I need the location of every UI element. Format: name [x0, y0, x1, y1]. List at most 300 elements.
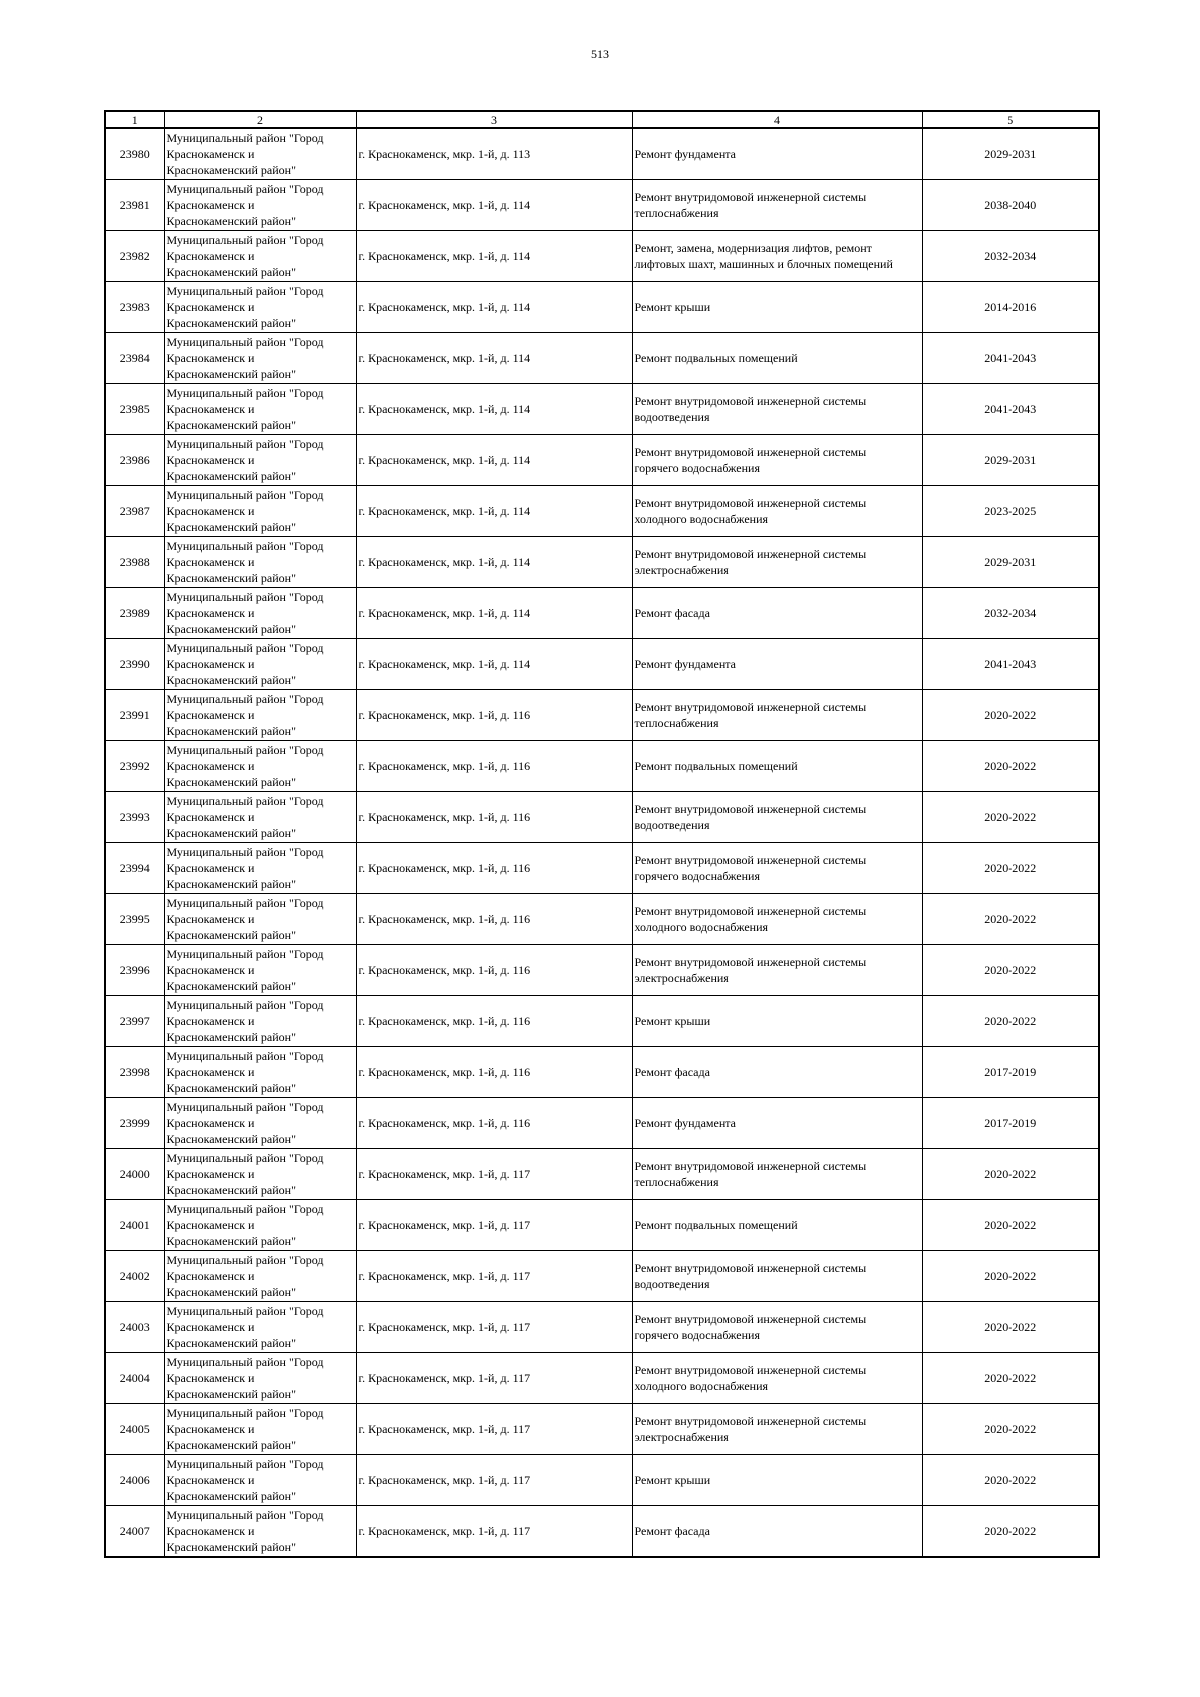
period-cell: 2020-2022 — [922, 996, 1099, 1047]
work-type-cell — [632, 792, 922, 843]
period-cell: 2020-2022 — [922, 1455, 1099, 1506]
period-cell: 2020-2022 — [922, 1200, 1099, 1251]
table-row — [105, 1047, 1099, 1098]
table-row — [105, 945, 1099, 996]
work-type-line: Ремонт внутридомовой инженерной системы — [634, 955, 867, 969]
municipality-line: Краснокаменск и — [166, 1167, 255, 1181]
address-cell: г. Краснокаменск, мкр. 1-й, д. 114 — [356, 282, 632, 333]
table-row — [105, 1251, 1099, 1302]
row-number: 23997 — [105, 996, 164, 1047]
row-number: 23984 — [105, 333, 164, 384]
work-type-line: Ремонт подвальных помещений — [634, 759, 798, 773]
table-row — [105, 588, 1099, 639]
work-type-cell — [632, 741, 922, 792]
municipality-line: Муниципальный район "Город — [166, 896, 324, 910]
municipality-cell — [164, 1251, 356, 1302]
address-cell: г. Краснокаменск, мкр. 1-й, д. 114 — [356, 435, 632, 486]
municipality-line: Муниципальный район "Город — [166, 335, 324, 349]
table-row — [105, 1098, 1099, 1149]
municipality-line: Краснокаменск и — [166, 1014, 255, 1028]
municipality-line: Краснокаменский район" — [166, 214, 296, 228]
period-cell: 2020-2022 — [922, 1353, 1099, 1404]
address-cell: г. Краснокаменск, мкр. 1-й, д. 113 — [356, 128, 632, 180]
work-type-line: Ремонт внутридомовой инженерной системы — [634, 904, 867, 918]
municipality-line: Краснокаменский район" — [166, 673, 296, 687]
work-type-line: теплоснабжения — [634, 1175, 719, 1189]
table-row — [105, 1455, 1099, 1506]
work-type-line: Ремонт подвальных помещений — [634, 351, 798, 365]
municipality-line: Краснокаменск и — [166, 759, 255, 773]
municipality-line: Краснокаменский район" — [166, 1387, 296, 1401]
municipality-line: Краснокаменский район" — [166, 520, 296, 534]
work-type-cell — [632, 996, 922, 1047]
municipality-line: Краснокаменск и — [166, 147, 255, 161]
row-number: 23989 — [105, 588, 164, 639]
work-type-line: теплоснабжения — [634, 206, 719, 220]
address-cell: г. Краснокаменск, мкр. 1-й, д. 114 — [356, 180, 632, 231]
work-type-line: электроснабжения — [634, 1430, 729, 1444]
work-type-line: Ремонт фундамента — [634, 657, 736, 671]
table-row — [105, 1404, 1099, 1455]
table-row — [105, 282, 1099, 333]
municipality-line: Краснокаменский район" — [166, 367, 296, 381]
municipality-line: Краснокаменск и — [166, 861, 255, 875]
municipality-cell — [164, 741, 356, 792]
municipality-cell — [164, 384, 356, 435]
row-number: 23983 — [105, 282, 164, 333]
municipality-line: Краснокаменск и — [166, 1422, 255, 1436]
work-type-line: холодного водоснабжения — [634, 1379, 769, 1393]
municipality-line: Краснокаменск и — [166, 1065, 255, 1079]
period-cell: 2020-2022 — [922, 690, 1099, 741]
row-number: 23998 — [105, 1047, 164, 1098]
row-number: 23986 — [105, 435, 164, 486]
work-type-line: холодного водоснабжения — [634, 512, 769, 526]
work-type-line: Ремонт внутридомовой инженерной системы — [634, 547, 867, 561]
row-number: 24005 — [105, 1404, 164, 1455]
table-row — [105, 486, 1099, 537]
municipality-line: Муниципальный район "Город — [166, 539, 324, 553]
address-cell: г. Краснокаменск, мкр. 1-й, д. 116 — [356, 792, 632, 843]
municipality-cell — [164, 1200, 356, 1251]
municipality-line: Краснокаменский район" — [166, 877, 296, 891]
work-type-cell — [632, 537, 922, 588]
work-type-line: водоотведения — [634, 1277, 710, 1291]
work-type-line: Ремонт крыши — [634, 1473, 711, 1487]
municipality-line: Краснокаменский район" — [166, 163, 296, 177]
work-type-cell — [632, 1353, 922, 1404]
address-cell: г. Краснокаменск, мкр. 1-й, д. 116 — [356, 1098, 632, 1149]
period-cell: 2041-2043 — [922, 639, 1099, 690]
table-row — [105, 1506, 1099, 1558]
row-number: 24002 — [105, 1251, 164, 1302]
municipality-line: Краснокаменский район" — [166, 1336, 296, 1350]
address-cell: г. Краснокаменск, мкр. 1-й, д. 117 — [356, 1302, 632, 1353]
row-number: 23988 — [105, 537, 164, 588]
table-body — [105, 128, 1099, 1557]
municipality-line: Муниципальный район "Город — [166, 743, 324, 757]
municipality-line: Муниципальный район "Город — [166, 1253, 324, 1267]
work-type-line: Ремонт внутридомовой инженерной системы — [634, 853, 867, 867]
municipality-line: Муниципальный район "Город — [166, 437, 324, 451]
municipality-cell — [164, 486, 356, 537]
municipality-line: Краснокаменский район" — [166, 928, 296, 942]
work-type-cell — [632, 231, 922, 282]
work-type-line: холодного водоснабжения — [634, 920, 769, 934]
municipality-line: Краснокаменск и — [166, 1524, 255, 1538]
municipality-line: Краснокаменский район" — [166, 1132, 296, 1146]
work-type-line: электроснабжения — [634, 971, 729, 985]
municipality-line: Краснокаменский район" — [166, 622, 296, 636]
page-number: 513 — [591, 47, 609, 61]
municipality-line: Краснокаменск и — [166, 1116, 255, 1130]
address-cell: г. Краснокаменск, мкр. 1-й, д. 116 — [356, 690, 632, 741]
work-type-line: Ремонт крыши — [634, 1014, 711, 1028]
municipality-line: Краснокаменск и — [166, 1218, 255, 1232]
table-row — [105, 1353, 1099, 1404]
municipality-line: Муниципальный район "Город — [166, 131, 324, 145]
address-cell: г. Краснокаменск, мкр. 1-й, д. 117 — [356, 1149, 632, 1200]
address-cell: г. Краснокаменск, мкр. 1-й, д. 116 — [356, 996, 632, 1047]
municipality-line: Краснокаменск и — [166, 402, 255, 416]
municipality-cell — [164, 639, 356, 690]
work-type-cell — [632, 588, 922, 639]
repair-schedule-table — [104, 110, 1100, 1558]
column-header-5: 5 — [922, 111, 1099, 128]
municipality-line: Муниципальный район "Город — [166, 1151, 324, 1165]
address-cell: г. Краснокаменск, мкр. 1-й, д. 117 — [356, 1200, 632, 1251]
municipality-cell — [164, 1353, 356, 1404]
work-type-line: Ремонт подвальных помещений — [634, 1218, 798, 1232]
work-type-cell — [632, 333, 922, 384]
municipality-cell — [164, 945, 356, 996]
municipality-line: Краснокаменский район" — [166, 1438, 296, 1452]
municipality-line: Краснокаменский район" — [166, 1489, 296, 1503]
period-cell: 2017-2019 — [922, 1098, 1099, 1149]
work-type-cell — [632, 486, 922, 537]
column-header-4: 4 — [632, 111, 922, 128]
table-row — [105, 435, 1099, 486]
address-cell: г. Краснокаменск, мкр. 1-й, д. 117 — [356, 1404, 632, 1455]
work-type-cell — [632, 1098, 922, 1149]
table-row — [105, 231, 1099, 282]
period-cell: 2020-2022 — [922, 1404, 1099, 1455]
municipality-line: Краснокаменск и — [166, 657, 255, 671]
municipality-line: Муниципальный район "Город — [166, 1100, 324, 1114]
municipality-line: Муниципальный район "Город — [166, 998, 324, 1012]
period-cell: 2029-2031 — [922, 435, 1099, 486]
municipality-line: Муниципальный район "Город — [166, 386, 324, 400]
period-cell: 2020-2022 — [922, 843, 1099, 894]
work-type-line: Ремонт внутридомовой инженерной системы — [634, 496, 867, 510]
municipality-line: Муниципальный район "Город — [166, 284, 324, 298]
municipality-line: Краснокаменский район" — [166, 316, 296, 330]
municipality-cell — [164, 180, 356, 231]
period-cell: 2041-2043 — [922, 384, 1099, 435]
municipality-line: Муниципальный район "Город — [166, 794, 324, 808]
work-type-cell — [632, 384, 922, 435]
municipality-line: Муниципальный район "Город — [166, 1508, 324, 1522]
municipality-line: Краснокаменск и — [166, 606, 255, 620]
table-row — [105, 894, 1099, 945]
municipality-cell — [164, 128, 356, 180]
table-row — [105, 792, 1099, 843]
municipality-cell — [164, 282, 356, 333]
municipality-line: Краснокаменск и — [166, 300, 255, 314]
period-cell: 2020-2022 — [922, 1506, 1099, 1558]
work-type-line: горячего водоснабжения — [634, 1328, 760, 1342]
row-number: 24004 — [105, 1353, 164, 1404]
municipality-line: Краснокаменск и — [166, 1371, 255, 1385]
municipality-line: Краснокаменский район" — [166, 775, 296, 789]
period-cell: 2020-2022 — [922, 792, 1099, 843]
work-type-cell — [632, 1302, 922, 1353]
work-type-cell — [632, 1251, 922, 1302]
work-type-line: лифтовых шахт, машинных и блочных помещений — [634, 257, 893, 271]
column-number-row — [105, 111, 1099, 128]
row-number: 24000 — [105, 1149, 164, 1200]
work-type-cell — [632, 945, 922, 996]
work-type-line: Ремонт внутридомовой инженерной системы — [634, 1414, 867, 1428]
row-number: 23995 — [105, 894, 164, 945]
row-number: 23999 — [105, 1098, 164, 1149]
period-cell: 2029-2031 — [922, 128, 1099, 180]
address-cell: г. Краснокаменск, мкр. 1-й, д. 117 — [356, 1353, 632, 1404]
work-type-cell — [632, 639, 922, 690]
municipality-line: Краснокаменский район" — [166, 979, 296, 993]
period-cell: 2020-2022 — [922, 1302, 1099, 1353]
work-type-line: Ремонт крыши — [634, 300, 711, 314]
table-row — [105, 180, 1099, 231]
row-number: 24006 — [105, 1455, 164, 1506]
column-header-2: 2 — [164, 111, 356, 128]
municipality-line: Муниципальный район "Город — [166, 1355, 324, 1369]
address-cell: г. Краснокаменск, мкр. 1-й, д. 114 — [356, 486, 632, 537]
address-cell: г. Краснокаменск, мкр. 1-й, д. 116 — [356, 945, 632, 996]
row-number: 23980 — [105, 128, 164, 180]
municipality-cell — [164, 792, 356, 843]
period-cell: 2041-2043 — [922, 333, 1099, 384]
work-type-line: Ремонт фасада — [634, 1524, 710, 1538]
work-type-line: Ремонт фасада — [634, 1065, 710, 1079]
table-row — [105, 333, 1099, 384]
work-type-line: Ремонт внутридомовой инженерной системы — [634, 394, 867, 408]
work-type-line: Ремонт фундамента — [634, 147, 736, 161]
table-row — [105, 1149, 1099, 1200]
municipality-line: Муниципальный район "Город — [166, 1406, 324, 1420]
municipality-line: Муниципальный район "Город — [166, 1049, 324, 1063]
work-type-line: Ремонт внутридомовой инженерной системы — [634, 1363, 867, 1377]
work-type-line: Ремонт внутридомовой инженерной системы — [634, 700, 867, 714]
period-cell: 2032-2034 — [922, 231, 1099, 282]
work-type-cell — [632, 435, 922, 486]
row-number: 23994 — [105, 843, 164, 894]
address-cell: г. Краснокаменск, мкр. 1-й, д. 114 — [356, 231, 632, 282]
municipality-line: Краснокаменск и — [166, 351, 255, 365]
municipality-cell — [164, 1047, 356, 1098]
municipality-line: Краснокаменск и — [166, 249, 255, 263]
work-type-cell — [632, 180, 922, 231]
address-cell: г. Краснокаменск, мкр. 1-й, д. 117 — [356, 1251, 632, 1302]
row-number: 23981 — [105, 180, 164, 231]
municipality-line: Краснокаменск и — [166, 1473, 255, 1487]
municipality-line: Краснокаменский район" — [166, 1540, 296, 1554]
municipality-cell — [164, 1098, 356, 1149]
period-cell: 2014-2016 — [922, 282, 1099, 333]
municipality-cell — [164, 1149, 356, 1200]
work-type-cell — [632, 1149, 922, 1200]
address-cell: г. Краснокаменск, мкр. 1-й, д. 117 — [356, 1506, 632, 1558]
municipality-line: Краснокаменский район" — [166, 826, 296, 840]
address-cell: г. Краснокаменск, мкр. 1-й, д. 114 — [356, 537, 632, 588]
row-number: 23996 — [105, 945, 164, 996]
municipality-line: Краснокаменск и — [166, 963, 255, 977]
work-type-line: Ремонт внутридомовой инженерной системы — [634, 1159, 867, 1173]
table-row — [105, 639, 1099, 690]
row-number: 24007 — [105, 1506, 164, 1558]
period-cell: 2038-2040 — [922, 180, 1099, 231]
municipality-line: Муниципальный район "Город — [166, 641, 324, 655]
work-type-line: Ремонт внутридомовой инженерной системы — [634, 445, 867, 459]
address-cell: г. Краснокаменск, мкр. 1-й, д. 114 — [356, 588, 632, 639]
municipality-line: Краснокаменск и — [166, 810, 255, 824]
municipality-line: Краснокаменский район" — [166, 1081, 296, 1095]
municipality-line: Краснокаменск и — [166, 708, 255, 722]
row-number: 24003 — [105, 1302, 164, 1353]
municipality-cell — [164, 537, 356, 588]
work-type-line: Ремонт внутридомовой инженерной системы — [634, 190, 867, 204]
municipality-line: Краснокаменский район" — [166, 469, 296, 483]
period-cell: 2017-2019 — [922, 1047, 1099, 1098]
address-cell: г. Краснокаменск, мкр. 1-й, д. 116 — [356, 1047, 632, 1098]
municipality-line: Краснокаменский район" — [166, 418, 296, 432]
municipality-line: Муниципальный район "Город — [166, 692, 324, 706]
municipality-line: Краснокаменск и — [166, 1320, 255, 1334]
municipality-line: Муниципальный район "Город — [166, 590, 324, 604]
municipality-line: Краснокаменск и — [166, 555, 255, 569]
column-header-1: 1 — [105, 111, 164, 128]
work-type-cell — [632, 282, 922, 333]
work-type-line: горячего водоснабжения — [634, 461, 760, 475]
row-number: 24001 — [105, 1200, 164, 1251]
municipality-line: Муниципальный район "Город — [166, 182, 324, 196]
municipality-cell — [164, 1455, 356, 1506]
period-cell: 2020-2022 — [922, 741, 1099, 792]
municipality-line: Краснокаменский район" — [166, 1234, 296, 1248]
work-type-cell — [632, 1506, 922, 1558]
work-type-cell — [632, 128, 922, 180]
municipality-cell — [164, 1506, 356, 1558]
municipality-cell — [164, 231, 356, 282]
work-type-cell — [632, 1455, 922, 1506]
row-number: 23992 — [105, 741, 164, 792]
address-cell: г. Краснокаменск, мкр. 1-й, д. 116 — [356, 894, 632, 945]
table-row — [105, 537, 1099, 588]
work-type-line: электроснабжения — [634, 563, 729, 577]
municipality-cell — [164, 588, 356, 639]
work-type-cell — [632, 894, 922, 945]
municipality-line: Краснокаменский район" — [166, 1285, 296, 1299]
municipality-cell — [164, 435, 356, 486]
period-cell: 2020-2022 — [922, 945, 1099, 996]
work-type-cell — [632, 1404, 922, 1455]
work-type-line: Ремонт, замена, модернизация лифтов, ремонт — [634, 241, 872, 255]
work-type-line: Ремонт фасада — [634, 606, 710, 620]
municipality-line: Муниципальный район "Город — [166, 845, 324, 859]
period-cell: 2032-2034 — [922, 588, 1099, 639]
work-type-cell — [632, 1047, 922, 1098]
municipality-line: Краснокаменск и — [166, 912, 255, 926]
work-type-cell — [632, 690, 922, 741]
municipality-line: Краснокаменский район" — [166, 1183, 296, 1197]
row-number: 23985 — [105, 384, 164, 435]
municipality-cell — [164, 1404, 356, 1455]
municipality-line: Краснокаменский район" — [166, 724, 296, 738]
work-type-line: Ремонт фундамента — [634, 1116, 736, 1130]
work-type-cell — [632, 1200, 922, 1251]
row-number: 23982 — [105, 231, 164, 282]
work-type-line: водоотведения — [634, 818, 710, 832]
address-cell: г. Краснокаменск, мкр. 1-й, д. 114 — [356, 639, 632, 690]
work-type-line: Ремонт внутридомовой инженерной системы — [634, 802, 867, 816]
table-row — [105, 690, 1099, 741]
row-number: 23991 — [105, 690, 164, 741]
period-cell: 2029-2031 — [922, 537, 1099, 588]
work-type-line: водоотведения — [634, 410, 710, 424]
municipality-line: Краснокаменск и — [166, 198, 255, 212]
table-row — [105, 843, 1099, 894]
municipality-line: Муниципальный район "Город — [166, 1304, 324, 1318]
municipality-line: Краснокаменский район" — [166, 265, 296, 279]
municipality-line: Краснокаменский район" — [166, 1030, 296, 1044]
period-cell: 2020-2022 — [922, 1149, 1099, 1200]
period-cell: 2023-2025 — [922, 486, 1099, 537]
work-type-line: теплоснабжения — [634, 716, 719, 730]
table-row — [105, 1302, 1099, 1353]
municipality-cell — [164, 333, 356, 384]
municipality-cell — [164, 996, 356, 1047]
work-type-line: Ремонт внутридомовой инженерной системы — [634, 1312, 867, 1326]
period-cell: 2020-2022 — [922, 894, 1099, 945]
address-cell: г. Краснокаменск, мкр. 1-й, д. 117 — [356, 1455, 632, 1506]
table-row — [105, 1200, 1099, 1251]
table-row — [105, 384, 1099, 435]
table-row — [105, 996, 1099, 1047]
row-number: 23987 — [105, 486, 164, 537]
municipality-line: Краснокаменск и — [166, 453, 255, 467]
address-cell: г. Краснокаменск, мкр. 1-й, д. 116 — [356, 843, 632, 894]
municipality-line: Краснокаменский район" — [166, 571, 296, 585]
municipality-line: Муниципальный район "Город — [166, 488, 324, 502]
municipality-line: Краснокаменск и — [166, 504, 255, 518]
address-cell: г. Краснокаменск, мкр. 1-й, д. 116 — [356, 741, 632, 792]
municipality-line: Краснокаменск и — [166, 1269, 255, 1283]
period-cell: 2020-2022 — [922, 1251, 1099, 1302]
municipality-cell — [164, 1302, 356, 1353]
work-type-cell — [632, 843, 922, 894]
municipality-cell — [164, 690, 356, 741]
work-type-line: горячего водоснабжения — [634, 869, 760, 883]
row-number: 23990 — [105, 639, 164, 690]
column-header-3: 3 — [356, 111, 632, 128]
municipality-cell — [164, 894, 356, 945]
address-cell: г. Краснокаменск, мкр. 1-й, д. 114 — [356, 333, 632, 384]
work-type-line: Ремонт внутридомовой инженерной системы — [634, 1261, 867, 1275]
table-row — [105, 128, 1099, 180]
municipality-line: Муниципальный район "Город — [166, 1457, 324, 1471]
municipality-cell — [164, 843, 356, 894]
row-number: 23993 — [105, 792, 164, 843]
